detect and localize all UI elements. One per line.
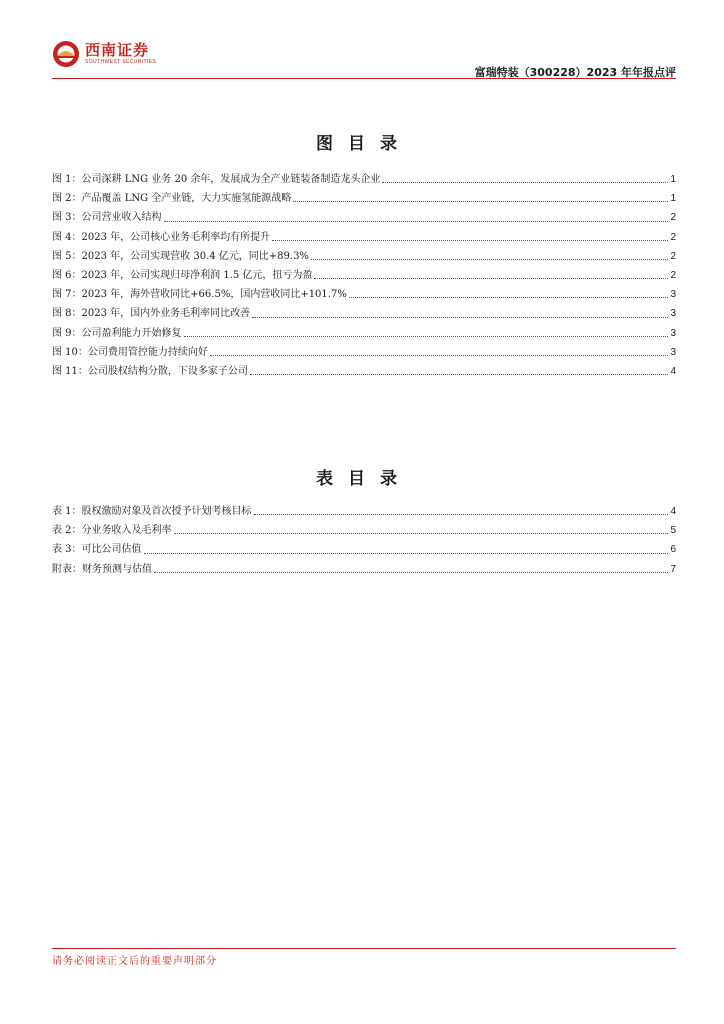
- logo-name: 西南证券: [85, 41, 150, 59]
- toc-entry[interactable]: [52, 208, 676, 227]
- toc-page-number[interactable]: 7: [670, 563, 676, 575]
- toc-dot-leader: [252, 317, 668, 318]
- toc-entry[interactable]: [52, 304, 676, 323]
- toc-entry-label[interactable]: 图 4：2023 年，公司核心业务毛利率均有所提升: [52, 231, 271, 243]
- toc-entry[interactable]: [52, 189, 676, 208]
- toc-entry-label[interactable]: 图 9：公司盈利能力开始修复: [52, 327, 182, 339]
- toc-entry-label[interactable]: 表 2：分业务收入及毛利率: [52, 525, 172, 537]
- toc-page-number[interactable]: 6: [670, 544, 676, 556]
- figure-list: [52, 170, 676, 381]
- footer-divider: [52, 948, 676, 949]
- toc-entry[interactable]: [52, 228, 676, 247]
- toc-dot-leader: [250, 374, 669, 375]
- toc-entry-label[interactable]: 图 11：公司股权结构分散，下设多家子公司: [52, 365, 248, 377]
- toc-dot-leader: [349, 297, 669, 298]
- toc-entry-label[interactable]: 图 5：2023 年，公司实现营收 30.4 亿元，同比+89.3%: [52, 250, 309, 262]
- toc-page-number[interactable]: 4: [670, 365, 676, 377]
- toc-dot-leader: [293, 201, 668, 202]
- toc-entry[interactable]: [52, 285, 676, 304]
- toc-page-number[interactable]: 3: [670, 289, 676, 301]
- toc-entry-label[interactable]: 表 1：股权激励对象及首次授予计划考核目标: [52, 506, 252, 517]
- toc-page-number[interactable]: 1: [670, 193, 676, 205]
- toc-dot-leader: [210, 355, 669, 356]
- toc-dot-leader: [254, 514, 669, 515]
- toc-entry[interactable]: [52, 521, 676, 540]
- table-list-title: 表目录: [316, 469, 412, 489]
- toc-entry-label[interactable]: 图 2：产品覆盖 LNG 全产业链，大力实施氢能源战略: [52, 193, 292, 205]
- toc-entry[interactable]: [52, 247, 676, 266]
- report-title: 富瑞特装（300228）2023 年年报点评: [474, 66, 676, 79]
- toc-page-number[interactable]: 2: [670, 269, 676, 281]
- toc-dot-leader: [311, 259, 668, 260]
- toc-entry[interactable]: [52, 266, 676, 285]
- toc-entry[interactable]: [52, 560, 676, 579]
- toc-entry-label[interactable]: 图 10：公司费用管控能力持续向好: [52, 346, 208, 358]
- toc-entry[interactable]: [52, 502, 676, 521]
- figure-list-title: 图目录: [316, 134, 412, 154]
- toc-entry[interactable]: [52, 362, 676, 381]
- toc-page-number[interactable]: 1: [670, 174, 676, 185]
- toc-page-number[interactable]: 3: [670, 308, 676, 320]
- toc-entry[interactable]: [52, 540, 676, 559]
- toc-dot-leader: [144, 553, 669, 554]
- toc-dot-leader: [164, 221, 669, 222]
- toc-entry-label[interactable]: 附表：财务预测与估值: [52, 563, 152, 575]
- toc-dot-leader: [184, 336, 669, 337]
- table-list: [52, 502, 676, 579]
- toc-entry[interactable]: [52, 324, 676, 343]
- toc-entry-label[interactable]: 图 3：公司营业收入结构: [52, 212, 162, 224]
- swsc-logo-icon: [52, 40, 80, 68]
- toc-entry-label[interactable]: 图 1：公司深耕 LNG 业务 20 余年，发展成为全产业链装备制造龙头企业: [52, 174, 381, 185]
- toc-dot-leader: [272, 240, 668, 241]
- toc-entry-label[interactable]: 图 6：2023 年，公司实现归母净利润 1.5 亿元，扭亏为盈: [52, 269, 313, 281]
- page-header: [52, 40, 676, 82]
- toc-page-number[interactable]: 2: [670, 250, 676, 262]
- toc-entry-label[interactable]: 图 7：2023 年，海外营收同比+66.5%，国内营收同比+101.7%: [52, 289, 347, 301]
- toc-page-number[interactable]: 2: [670, 212, 676, 224]
- header-divider: [52, 78, 676, 79]
- toc-dot-leader: [154, 572, 668, 573]
- toc-dot-leader: [314, 278, 668, 279]
- toc-entry-label[interactable]: 表 3：可比公司估值: [52, 544, 142, 556]
- company-logo: [52, 40, 156, 68]
- logo-english-name: SOUTHWEST SECURITIES: [85, 59, 157, 65]
- toc-entry-label[interactable]: 图 8：2023 年，国内外业务毛利率同比改善: [52, 308, 251, 320]
- toc-page-number[interactable]: 3: [670, 327, 676, 339]
- disclaimer-note: 请务必阅读正文后的重要声明部分: [52, 956, 217, 967]
- toc-dot-leader: [382, 182, 668, 183]
- toc-dot-leader: [174, 533, 669, 534]
- toc-page-number[interactable]: 5: [670, 525, 676, 537]
- toc-entry[interactable]: [52, 343, 676, 362]
- toc-page-number[interactable]: 2: [670, 231, 676, 243]
- toc-entry[interactable]: [52, 170, 676, 189]
- toc-page-number[interactable]: 4: [670, 506, 676, 517]
- toc-page-number[interactable]: 3: [670, 346, 676, 358]
